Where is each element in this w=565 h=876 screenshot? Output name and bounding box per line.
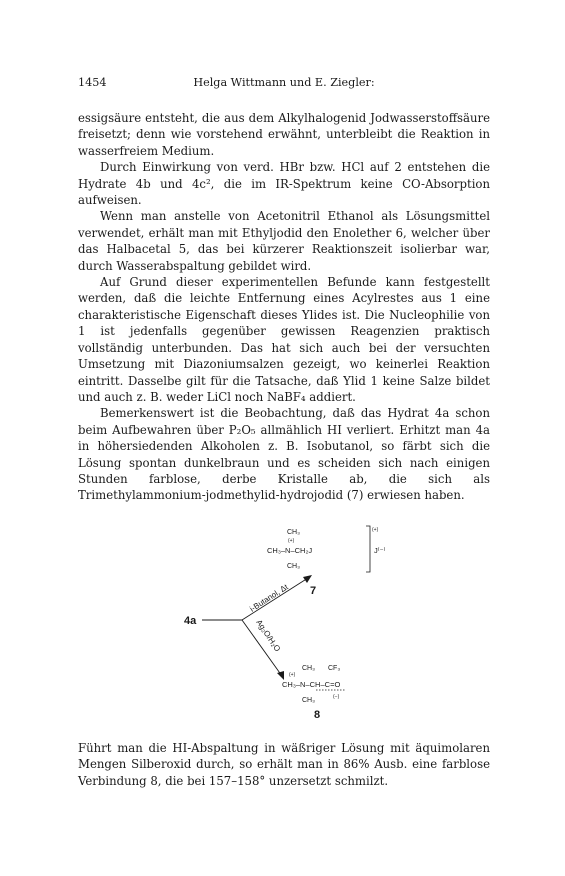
page-number: 1454 <box>78 76 107 89</box>
c8-top-methyl: CH₃ <box>302 665 315 672</box>
closing-text <box>78 740 490 789</box>
c8-bottom-methyl: CH₃ <box>302 697 315 704</box>
page-header <box>78 76 490 92</box>
c7-plus-charge: (+) <box>288 538 295 544</box>
paragraph: Auf Grund dieser experimentellen Befunde kann festgestellt werden, daß die leichte Entfernung eines Acylrestes aus 1 eine charakteristische Eigenschaft dieses Ylides ist. Die Nucleophilie von 1 ist jedenfalls gegenüber gewissen Reagenzien praktisch vollständig unterbunden. Das hat sich auch bei der versuchten Umsetzung mit Diazoniumsalzen gezeigt, wo keinerlei Reaktion eintritt. Dasselbe gilt für die Tatsache, daß Ylid 1 keine Salze bildet und auch z. B. weder LiCl noch NaBF₄ addiert. <box>78 275 490 404</box>
paragraph: Führt man die HI-Abspaltung in wäßriger Lösung mit äquimolaren Mengen Silberoxid durch, so erhält man in 86% Ausb. eine farblose Verbindung 8, die bei 157–158° unzersetzt schmilzt. <box>78 741 490 788</box>
c8-plus-charge: (+) <box>289 672 296 678</box>
paragraph: Bemerkenswert ist die Beobachtung, daß das Hydrat 4a schon beim Aufbewahren über P₂O₅ allmählich HI verliert. Erhitzt man 4a in höhersiedenden Alkoholen z. B. Isobutanol, so färbt sich die Lösung spontan dunkelbraun und es scheiden sich nach einigen Stunden farblose, derbe Kristalle ab, die sich als Trimethylammonium-jodmethylid-hydrojodid (7) erwiesen haben. <box>78 406 490 503</box>
c8-cf3: CF₃ <box>328 665 341 672</box>
paragraph: Wenn man anstelle von Acetonitril Ethanol als Lösungsmittel verwendet, erhält man mit Ethyljodid den Enolether 6, welcher über das Halbacetal 5, das bei kürzerer Reaktionszeit isolierbar war, durch Wasserabspaltung gebildet wird. <box>78 209 490 273</box>
paragraph: essigsäure entsteht, die aus dem Alkylhalogenid Jodwasserstoffsäure freisetzt; denn wie vorstehend erwähnt, unterbleibt die Reaktion in wasserfreiem Medium. <box>78 111 490 158</box>
c8-main-line: CH₃–N–CH–C=O <box>282 680 341 689</box>
paragraph: Durch Einwirkung von verd. HBr bzw. HCl auf 2 entstehen die Hydrate 4b und 4c², die im IR-Spektrum keine CO-Absorption aufweisen. <box>78 160 490 208</box>
c7-top-methyl: CH₃ <box>287 529 300 536</box>
reaction-scheme <box>160 522 400 722</box>
c7-bottom-methyl: CH₃ <box>287 563 300 570</box>
c7-bracket-charge: (+) <box>372 527 379 533</box>
body-text <box>78 110 490 504</box>
c7-bracket <box>366 526 370 572</box>
compound-8-label: 8 <box>314 709 321 721</box>
compound-4a-label: 4a <box>184 615 197 627</box>
lower-reagent-label: Ag₂O/H₂O <box>254 618 283 654</box>
upper-arrowhead <box>303 575 312 583</box>
c7-main-line: CH₃–N–CH₂J <box>267 546 313 555</box>
running-head: Helga Wittmann und E. Ziegler: <box>193 76 375 89</box>
upper-reagent-label: i-Butanol, Δt <box>248 582 290 614</box>
compound-7-label: 7 <box>310 585 317 597</box>
lower-arrowhead <box>277 671 284 680</box>
c7-counter-ion: J⁽⁻⁾ <box>374 546 386 555</box>
c8-minus-charge: (−) <box>333 694 340 700</box>
